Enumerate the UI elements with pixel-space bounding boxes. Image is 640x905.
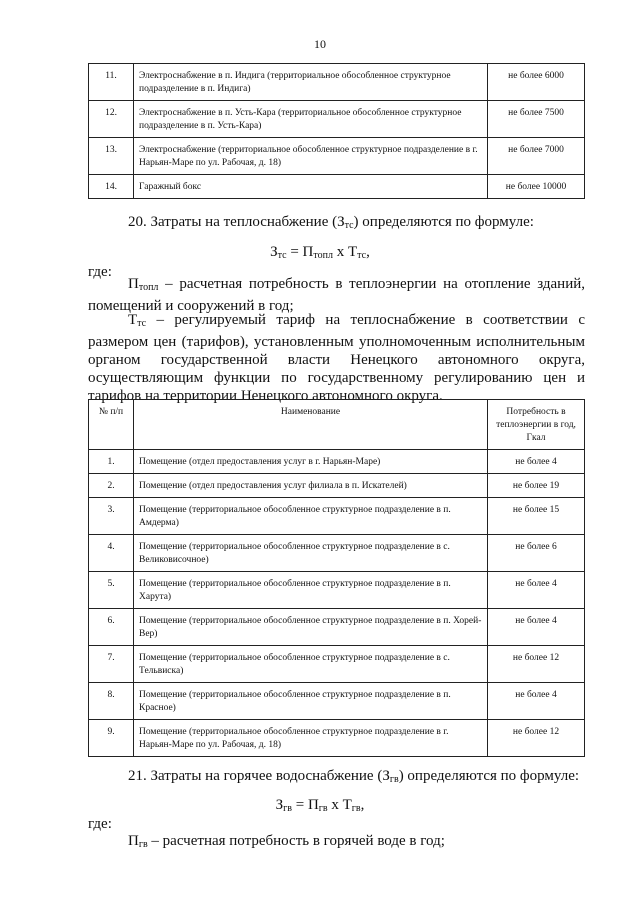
cell-value: не более 6000 xyxy=(488,64,585,101)
table-row xyxy=(89,138,585,175)
table-row xyxy=(89,101,585,138)
cell-name: Помещение (отдел предоставления услуг в г. Нарьян-Маре) xyxy=(134,450,488,474)
cell-value: не более 6 xyxy=(488,535,585,572)
cell-name: Помещение (территориальное обособленное структурное подразделение в п. Амдерма) xyxy=(134,498,488,535)
cell-num: 11. xyxy=(89,64,134,101)
cell-num: 9. xyxy=(89,720,134,757)
table-row xyxy=(89,646,585,683)
header-value: Потребность в теплоэнергии в год, Гкал xyxy=(488,400,585,450)
cell-num: 6. xyxy=(89,609,134,646)
section-21-def-pgv: $П_{гв}$ – расчетная потребность в горячей воде в год; xyxy=(128,833,445,850)
cell-value: не более 15 xyxy=(488,498,585,535)
table-header-row xyxy=(89,400,585,450)
cell-value: не более 10000 xyxy=(488,175,585,199)
section-21-heading: 21. Затраты на горячее водоснабжение $(З_{гв})$ определяются по формуле: xyxy=(128,768,580,785)
cell-num: 13. xyxy=(89,138,134,175)
cell-name: Электроснабжение в п. Индига (территориальное обособленное структурное подразделение в п. Индига) xyxy=(134,64,488,101)
cell-name: Помещение (отдел предоставления услуг филиала в п. Искателей) xyxy=(134,474,488,498)
table-row xyxy=(89,535,585,572)
cell-value: не более 4 xyxy=(488,450,585,474)
table-row xyxy=(89,720,585,757)
cell-value: не более 12 xyxy=(488,646,585,683)
section-21-where: где: xyxy=(88,816,112,832)
electricity-table xyxy=(88,63,585,199)
cell-name: Помещение (территориальное обособленное структурное подразделение в с. Великовисочное) xyxy=(134,535,488,572)
cell-value: не более 19 xyxy=(488,474,585,498)
cell-num: 3. xyxy=(89,498,134,535)
header-name: Наименование xyxy=(134,400,488,450)
cell-num: 14. xyxy=(89,175,134,199)
cell-value: не более 4 xyxy=(488,609,585,646)
table-row xyxy=(89,474,585,498)
cell-value: не более 7000 xyxy=(488,138,585,175)
cell-num: 4. xyxy=(89,535,134,572)
table-row xyxy=(89,64,585,101)
cell-name: Помещение (территориальное обособленное структурное подразделение в п. Харута) xyxy=(134,572,488,609)
cell-value: не более 12 xyxy=(488,720,585,757)
table-row xyxy=(89,450,585,474)
cell-value: не более 7500 xyxy=(488,101,585,138)
section-20-def-ptopl: $П_{топл}$ – расчетная потребность в теплоэнергии на отопление зданий, помещений и сооружений в год; xyxy=(88,276,585,314)
header-num: № п/п xyxy=(89,400,134,450)
section-20-def-tts: $Т_{тс}$ – регулируемый тариф на теплоснабжение в соответствии с размером цен (тарифов), установленным уполномоченным исполнительным органом государственной власти Ненецкого автономного округа, осуществляющим функции по государственному регулированию цен и тарифов на территории Ненецкого автономного округа. xyxy=(88,312,585,404)
section-20-where: где: xyxy=(88,264,112,280)
cell-name: Помещение (территориальное обособленное структурное подразделение в с. Тельвиска) xyxy=(134,646,488,683)
cell-name: Помещение (территориальное обособленное структурное подразделение в г. Нарьян-Маре по ул. Рабочая, д. 18) xyxy=(134,720,488,757)
heat-consumption-table xyxy=(88,399,585,757)
table-row xyxy=(89,572,585,609)
cell-value: не более 4 xyxy=(488,683,585,720)
section-20-formula: $З_{тс} = П_{топл}$ x $Т_{тс}$, xyxy=(270,244,370,261)
cell-num: 5. xyxy=(89,572,134,609)
table-row xyxy=(89,175,585,199)
table-row xyxy=(89,498,585,535)
cell-name: Гаражный бокс xyxy=(134,175,488,199)
section-20-heading: 20. Затраты на теплоснабжение $(З_{тс})$ определяются по формуле: xyxy=(128,214,534,231)
page-number: 10 xyxy=(314,37,326,51)
cell-name: Помещение (территориальное обособленное структурное подразделение в п. Красное) xyxy=(134,683,488,720)
cell-name: Помещение (территориальное обособленное структурное подразделение в п. Хорей-Вер) xyxy=(134,609,488,646)
section-21-formula: $З_{гв} = П_{гв}$ x $Т_{гв}$, xyxy=(275,797,365,814)
cell-num: 12. xyxy=(89,101,134,138)
table-row xyxy=(89,609,585,646)
table-row xyxy=(89,683,585,720)
cell-num: 1. xyxy=(89,450,134,474)
cell-num: 8. xyxy=(89,683,134,720)
cell-name: Электроснабжение (территориальное обособленное структурное подразделение в г. Нарьян-Маре по ул. Рабочая, д. 18) xyxy=(134,138,488,175)
cell-name: Электроснабжение в п. Усть-Кара (территориальное обособленное структурное подразделение в п. Усть-Кара) xyxy=(134,101,488,138)
cell-num: 7. xyxy=(89,646,134,683)
cell-value: не более 4 xyxy=(488,572,585,609)
cell-num: 2. xyxy=(89,474,134,498)
